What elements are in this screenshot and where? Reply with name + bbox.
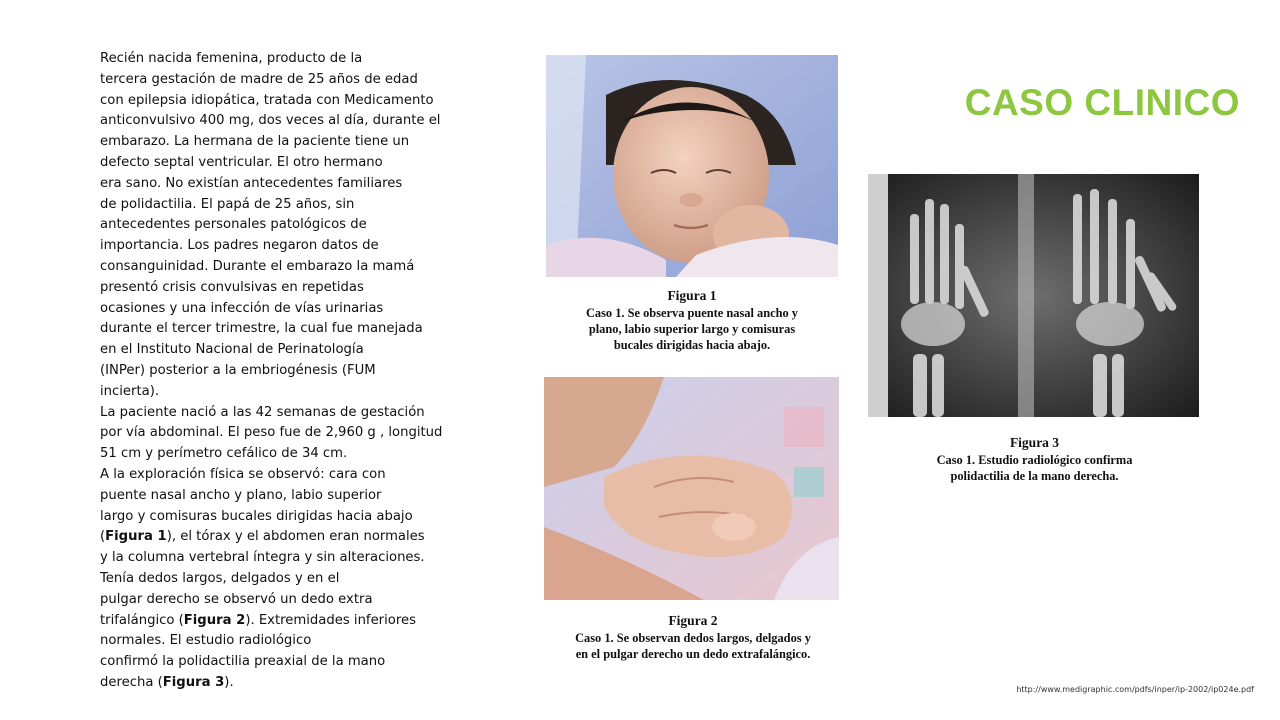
source-link[interactable]: http://www.medigraphic.com/pdfs/inper/ip-2002/ip024e.pdf xyxy=(1016,685,1254,694)
body-line: Recién nacida femenina, producto de la xyxy=(100,51,363,66)
body-line: normales. El estudio radiológico xyxy=(100,633,312,649)
body-line: importancia. Los padres negaron datos de xyxy=(100,238,379,254)
body-line: en el Instituto Nacional de Perinatología xyxy=(100,342,364,358)
figure-2-title: Figura 2 xyxy=(668,613,718,628)
body-line: tercera gestación de madre de 25 años de edad xyxy=(100,71,418,87)
body-line: y la columna vertebral íntegra y sin alteraciones. xyxy=(100,550,425,566)
newborn-face-image xyxy=(546,55,838,277)
body-line xyxy=(100,527,470,548)
case-description xyxy=(100,49,470,694)
figure-3-caption xyxy=(872,434,1197,484)
caption-line: Caso 1. Estudio radiológico confirma xyxy=(936,453,1133,467)
body-line: La paciente nació a las 42 semanas de gestación xyxy=(100,404,425,420)
body-line: largo y comisuras bucales dirigidas hacia abajo xyxy=(100,508,413,524)
body-line: pulgar derecho se observó un dedo extra xyxy=(100,591,373,607)
caption-line: en el pulgar derecho un dedo extrafalángico. xyxy=(575,647,811,661)
body-line: Tenía dedos largos, delgados y en el xyxy=(100,570,340,586)
text-fragment: ). xyxy=(224,674,234,690)
figure-2-caption xyxy=(544,612,842,662)
figure-1-title: Figura 1 xyxy=(667,288,717,303)
body-line: durante el tercer trimestre, la cual fue manejada xyxy=(100,321,423,337)
body-line: consanguinidad. Durante el embarazo la mamá xyxy=(100,258,415,274)
figure-3-title: Figura 3 xyxy=(1009,435,1060,450)
text-fragment: ). Extremidades inferiores xyxy=(245,612,416,628)
caption-line: plano, labio superior largo y comisuras xyxy=(588,322,796,336)
hand-xray-image xyxy=(868,174,1199,417)
figure-ref: Figura 1 xyxy=(105,529,167,545)
body-line: embarazo. La hermana de la paciente tiene un xyxy=(100,134,410,150)
body-line: de polidactilia. El papá de 25 años, sin xyxy=(100,196,355,212)
caption-line: Caso 1. Se observa puente nasal ancho y xyxy=(585,306,799,320)
body-line: era sano. No existían antecedentes familiares xyxy=(100,175,403,191)
body-line xyxy=(100,611,470,632)
body-line: puente nasal ancho y plano, labio superior xyxy=(100,487,382,503)
text-fragment: trifalángico ( xyxy=(100,612,184,628)
body-line: ocasiones y una infección de vías urinarias xyxy=(100,300,384,316)
slide-title: CASO CLINICO xyxy=(964,82,1240,123)
body-line: defecto septal ventricular. El otro hermano xyxy=(100,154,383,170)
figure-3-xray xyxy=(868,174,1199,417)
body-line: presentó crisis convulsivas en repetidas xyxy=(100,279,364,295)
text-fragment: ( xyxy=(100,529,106,545)
newborn-hand-image xyxy=(544,377,839,600)
figure-1-caption xyxy=(546,287,838,353)
figure-ref: Figura 2 xyxy=(183,612,246,628)
body-line: por vía abdominal. El peso fue de 2,960 g , longitud xyxy=(100,425,443,441)
figure-2-photo xyxy=(544,377,839,600)
body-line: confirmó la polidactilia preaxial de la mano xyxy=(100,654,386,670)
body-line: anticonvulsivo 400 mg, dos veces al día, durante el xyxy=(100,113,441,129)
caption-line: Caso 1. Se observan dedos largos, delgados y xyxy=(575,631,811,645)
body-line: antecedentes personales patológicos de xyxy=(100,217,367,233)
body-line: incierta). xyxy=(100,383,160,399)
body-line: (INPer) posterior a la embriogénesis (FUM xyxy=(100,362,376,378)
caption-line: polidactilia de la mano derecha. xyxy=(950,469,1119,483)
text-fragment: derecha ( xyxy=(100,674,163,690)
body-line: 51 cm y perímetro cefálico de 34 cm. xyxy=(100,446,348,462)
body-line xyxy=(100,673,470,694)
figure-1-photo xyxy=(546,55,838,277)
figure-ref: Figura 3 xyxy=(162,674,225,690)
body-line: A la exploración física se observó: cara con xyxy=(100,466,386,482)
caption-line: bucales dirigidas hacia abajo. xyxy=(613,338,771,352)
body-line: con epilepsia idiopática, tratada con Medicamento xyxy=(100,92,434,108)
text-fragment: ), el tórax y el abdomen eran normales xyxy=(166,529,425,545)
